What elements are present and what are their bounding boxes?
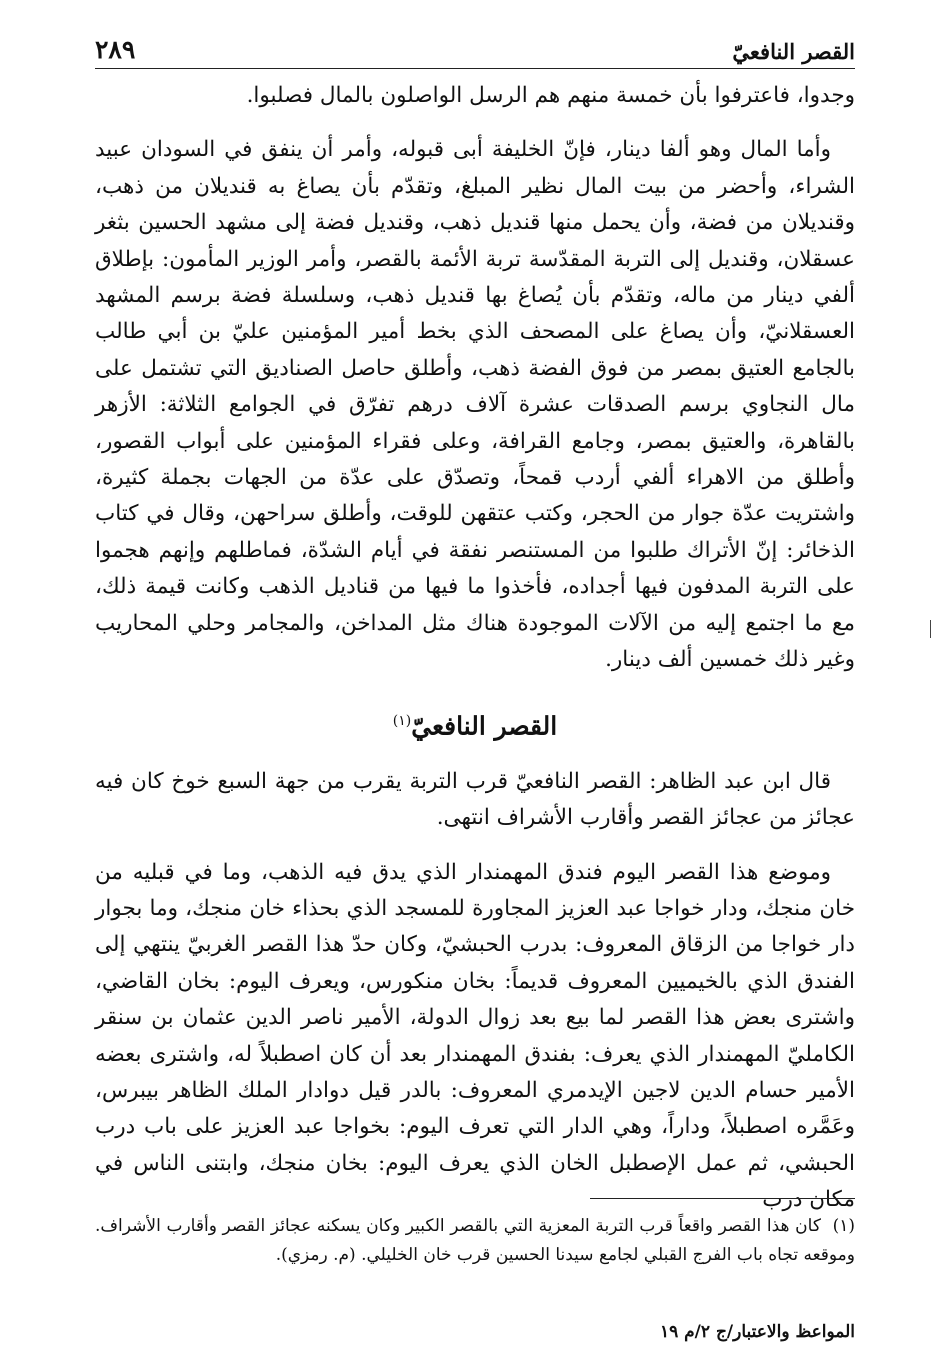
footnote-reference[interactable]: (١) — [392, 712, 412, 729]
footnote-number: (١) — [832, 1216, 855, 1236]
main-text — [95, 78, 855, 1219]
paragraph: وموضع هذا القصر اليوم فندق المهمندار الذي يدق فيه الذهب، وما في قبليه من خان منجك، ودار خواجا عبد العزيز المجاورة للمسجد الذي بحذاء خان منجك، وما بجوار دار خواجا من الزقاق المعروف: بدرب الحبشيّ، وكان حدّ هذا القصر الغربيّ ينتهي إلى الفندق الذي بالخيميين المعروف قديماً: بخان منكورس، ويعرف اليوم: بخان القاضي، واشترى بعض هذا القصر لما بيع بعد زوال الدولة، الأمير ناصر الدين عثمان بن سنقر الكامليّ المهمندار الذي يعرف: بفندق المهمندار بعد أن كان اصطبلاً له، واشترى بعضه الأمير حسام الدين لاجين الإيدمري المعروف: بالدر قيل دوادار الملك الظاهر بيبرس، وعَمَّره اصطبلاً، وداراً، وهي الدار التي تعرف اليوم: بخواجا عبد العزيز على باب درب الحبشي، ثم عمل الإصطبل الخان الذي يعرف اليوم: بخان منجك، وابتنى الناس في مكان درب — [95, 859, 855, 1213]
page-number: ٢٨٩ — [95, 35, 136, 64]
footnote — [95, 1212, 855, 1270]
paragraph: وجدوا، فاعترفوا بأن خمسة منهم هم الرسل الواصلون بالمال فصلبوا. — [246, 83, 855, 108]
footnote-text: كان هذا القصر واقعاً قرب التربة المعزية التي بالقصر الكبير وكان يسكنه عجائز القصر وأقارب الأشراف. وموقعه تجاه باب الفرج القبلي لجامع سيدنا الحسين قرب خان الخليلي. (م. رمزي). — [95, 1216, 855, 1265]
section-heading — [95, 701, 855, 746]
footnote-divider — [590, 1198, 855, 1199]
margin-mark — [930, 620, 934, 638]
header-divider — [95, 68, 855, 69]
paragraph: وأما المال وهو ألفا دينار، فإنّ الخليفة أبى قبوله، وأمر أن ينفق في السودان عبيد الشراء، وأحضر من بيت المال نظير المبلغ، وتقدّم بأن يصاغ به قنديلان من ذهب، وقنديلان من فضة، وأن يحمل منها قنديل ذهب، وقنديل فضة إلى مشهد الحسين بثغر عسقلان، وقنديل إلى التربة المقدّسة تربة الأئمة بالقصر، وأمر الوزير المأمون: بإطلاق ألفي دينار من ماله، وتقدّم بأن يُصاغ بها قنديل ذهب، وسلسلة فضة برسم المشهد العسقلانيّ، وأن يصاغ على المصحف الذي بخط أمير المؤمنين عليّ بن أبي طالب بالجامع العتيق بمصر من فوق الفضة ذهب، وأطلق حاصل الصناديق التي تشتمل على مال النجاوي برسم الصدقات عشرة آلاف درهم تفرّق في الجوامع الثلاثة: الأزهر بالقاهرة، والعتيق بمصر، وجامع القرافة، وعلى فقراء المؤمنين على أبواب القصور، وأطلق من الاهراء ألفي أردب قمحاً، وتصدّق على عدّة من الجهات بجملة كثيرة، واشتريت عدّة جوار من الحجر، وكتب عتقهن للوقت، وأطلق سراحهن، وقال في كتاب الذخائر: إنّ الأتراك طلبوا من المستنصر نفقة في أيام الشدّة، فماطلهم وإنهم هجموا على التربة المدفون فيها أجداده، فأخذوا ما فيها من قناديل الذهب وكانت قيمة ذلك، مع ما اجتمع إليه من الآلات الموجودة هناك مثل المداخن، والمجامر وحلي المحاريب وغير ذلك خمسين ألف دينار. — [95, 137, 855, 673]
book-signature: المواعظ والاعتبار/ج ٢/م ١٩ — [659, 1322, 855, 1342]
running-header — [95, 22, 855, 64]
paragraph: قال ابن عبد الظاهر: القصر النافعيّ قرب التربة يقرب من جهة السبع خوخ كان فيه عجائز من عجائز القصر وأقارب الأشراف انتهى. — [95, 768, 855, 831]
running-title: القصر النافعيّ — [732, 39, 855, 64]
section-title: القصر النافعيّ — [411, 710, 558, 740]
